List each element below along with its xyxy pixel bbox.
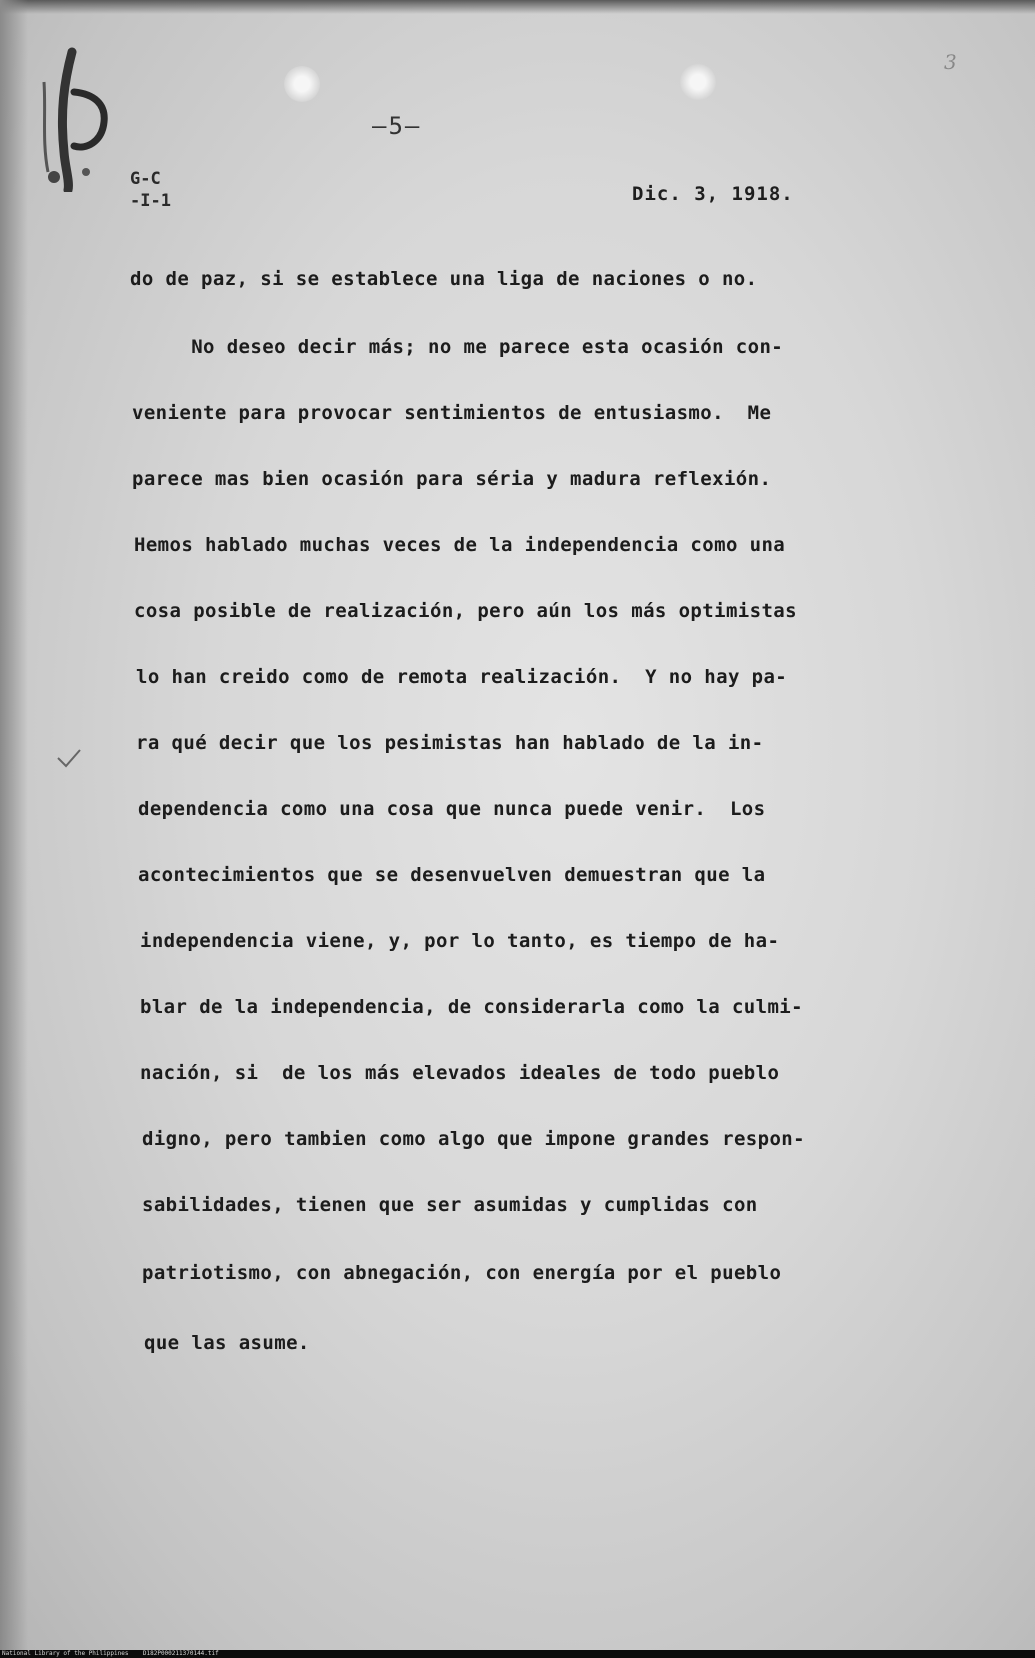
text-line: blar de la independencia, de considerarla como la culmi-: [140, 996, 803, 1018]
text-line: Hemos hablado muchas veces de la independencia como una: [134, 534, 786, 556]
text-line: cosa posible de realización, pero aún los más optimistas: [134, 600, 797, 622]
reference-line-2: -I-1: [130, 191, 171, 211]
text-line: digno, pero tambien como algo que impone grandes respon-: [142, 1128, 805, 1150]
text-line: sabilidades, tienen que ser asumidas y cumplidas con: [142, 1194, 758, 1216]
punch-hole-right: [680, 64, 716, 100]
reference-line-1: G-C: [130, 169, 161, 189]
punch-hole-left: [284, 66, 320, 102]
margin-check-mark: [54, 746, 84, 776]
text-line: do de paz, si se establece una liga de naciones o no.: [130, 268, 758, 290]
binder-stain-mark: [34, 42, 120, 192]
reference-code: [130, 168, 171, 212]
text-line: patriotismo, con abnegación, con energía por el pueblo: [142, 1262, 782, 1284]
text-line: acontecimientos que se desenvuelven demuestran que la: [138, 864, 766, 886]
text-line: No deseo decir más; no me parece esta ocasión con-: [132, 336, 784, 358]
text-line: parece mas bien ocasión para séria y madura reflexión.: [132, 468, 772, 490]
text-line: lo han creido como de remota realización. Y no hay pa-: [136, 666, 788, 688]
document-date: Dic. 3, 1918.: [632, 183, 794, 205]
page-number: —5—: [372, 112, 422, 140]
text-line: independencia viene, y, por lo tanto, es tiempo de ha-: [140, 930, 780, 952]
check-icon: [54, 746, 84, 776]
text-line: ra qué decir que los pesimistas han hablado de la in-: [136, 732, 764, 754]
text-line: que las asume.: [144, 1332, 310, 1354]
corner-page-mark: 3: [944, 50, 957, 74]
text-line: dependencia como una cosa que nunca puede venir. Los: [138, 798, 766, 820]
archive-footer: National Library of the Philippines D182P000211370144.tif: [2, 1650, 219, 1657]
text-line: veniente para provocar sentimientos de entusiasmo. Me: [132, 402, 772, 424]
text-line: nación, si de los más elevados ideales de todo pueblo: [140, 1062, 780, 1084]
